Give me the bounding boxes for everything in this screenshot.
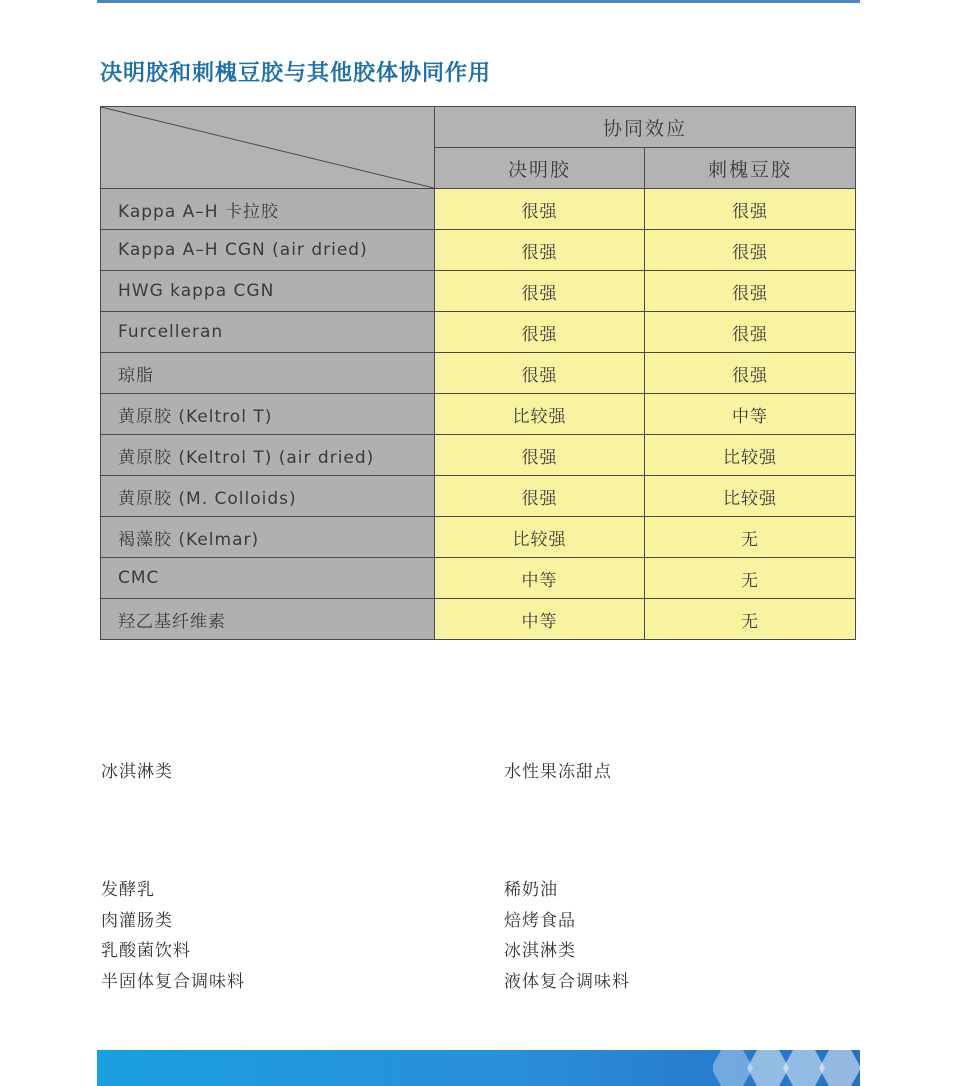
cassia-value-cell: 很强 (435, 312, 645, 353)
list-item: 液体复合调味料 (504, 971, 630, 992)
table-row (101, 476, 856, 517)
list-item: 肉灌肠类 (101, 910, 173, 931)
synergy-table (100, 106, 856, 640)
table-row (101, 353, 856, 394)
locust-bean-value-cell: 很强 (645, 312, 856, 353)
app-right-list (504, 875, 630, 997)
locust-bean-value-cell: 很强 (645, 189, 856, 230)
cassia-value-cell: 很强 (435, 476, 645, 517)
hexagon-pattern (713, 1050, 860, 1086)
table-row (101, 558, 856, 599)
list-item: 冰淇淋类 (504, 941, 576, 961)
row-name-cell: 羟乙基纤维素 (101, 599, 435, 640)
list-item: 半固体复合调味料 (101, 971, 245, 992)
page-title: 决明胶和刺槐豆胶与其他胶体协同作用 (100, 61, 492, 86)
row-name-cell: 褐藻胶 (Kelmar) (101, 517, 435, 558)
col-header-locust-bean: 刺槐豆胶 (645, 148, 856, 189)
table-row (101, 312, 856, 353)
list-item: 乳酸菌饮料 (101, 941, 191, 961)
locust-bean-value-cell: 比较强 (645, 476, 856, 517)
top-rule (97, 0, 860, 3)
table-row (101, 599, 856, 640)
row-name-cell: 黄原胶 (Keltrol T) (air dried) (101, 435, 435, 476)
row-name-cell: Kappa A–H CGN (air dried) (101, 230, 435, 271)
locust-bean-value-cell: 中等 (645, 394, 856, 435)
row-name-cell: Furcelleran (101, 312, 435, 353)
cassia-value-cell: 比较强 (435, 517, 645, 558)
group-header: 协同效应 (435, 107, 856, 148)
list-item: 发酵乳 (101, 880, 155, 900)
cassia-value-cell: 中等 (435, 558, 645, 599)
row-name-cell: HWG kappa CGN (101, 271, 435, 312)
corner-cell (101, 107, 435, 189)
cassia-value-cell: 很强 (435, 353, 645, 394)
cassia-value-cell: 很强 (435, 230, 645, 271)
table-row (101, 271, 856, 312)
table-row (101, 517, 856, 558)
locust-bean-value-cell: 比较强 (645, 435, 856, 476)
list-item: 焙烤食品 (504, 910, 576, 931)
locust-bean-value-cell: 无 (645, 517, 856, 558)
cassia-value-cell: 比较强 (435, 394, 645, 435)
cassia-value-cell: 很强 (435, 435, 645, 476)
row-name-cell: 黄原胶 (M. Colloids) (101, 476, 435, 517)
footer-band (97, 1050, 860, 1086)
row-name-cell: 黄原胶 (Keltrol T) (101, 394, 435, 435)
col-header-cassia: 决明胶 (435, 148, 645, 189)
locust-bean-value-cell: 很强 (645, 230, 856, 271)
locust-bean-value-cell: 无 (645, 599, 856, 640)
row-name-cell: 琼脂 (101, 353, 435, 394)
table-row (101, 189, 856, 230)
cassia-value-cell: 中等 (435, 599, 645, 640)
row-name-cell: CMC (101, 558, 435, 599)
locust-bean-value-cell: 很强 (645, 353, 856, 394)
table-row (101, 435, 856, 476)
cassia-value-cell: 很强 (435, 189, 645, 230)
app-left-heading: 冰淇淋类 (101, 762, 173, 782)
locust-bean-value-cell: 很强 (645, 271, 856, 312)
table-body (101, 189, 856, 640)
app-right-heading: 水性果冻甜点 (504, 762, 612, 782)
corner-diagonal (101, 107, 434, 188)
cassia-value-cell: 很强 (435, 271, 645, 312)
table-row (101, 394, 856, 435)
list-item: 稀奶油 (504, 880, 558, 900)
app-left-list (101, 875, 245, 997)
locust-bean-value-cell: 无 (645, 558, 856, 599)
row-name-cell: Kappa A–H 卡拉胶 (101, 189, 435, 230)
table-row (101, 230, 856, 271)
